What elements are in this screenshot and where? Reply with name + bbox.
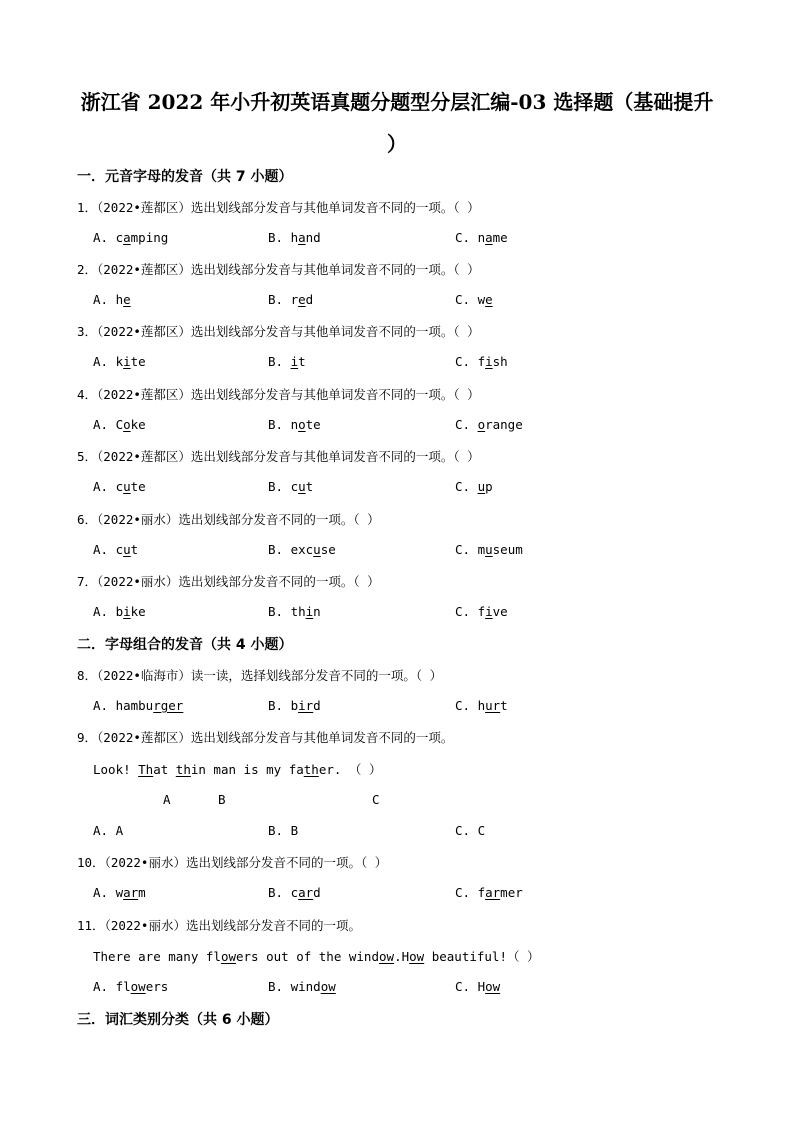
- question-number: 1．: [77, 200, 98, 215]
- option-a[interactable]: [93, 230, 168, 245]
- text-part: B.: [268, 354, 291, 369]
- text-part: n: [313, 604, 321, 619]
- underlined-part: ur: [485, 698, 501, 713]
- underlined-part: rger: [153, 698, 184, 713]
- option-a[interactable]: [93, 542, 138, 557]
- question-number: 6．: [77, 512, 98, 527]
- underlined-part: u: [123, 479, 131, 494]
- text-part: C. f: [455, 885, 486, 900]
- question-number: 8．: [77, 668, 98, 683]
- question-6: [77, 510, 380, 528]
- question-number: 10．: [77, 855, 105, 870]
- text-part: ers out of the wind: [236, 949, 379, 964]
- underlined-part: i: [123, 354, 131, 369]
- text-part: mping: [130, 230, 169, 245]
- text-part: sh: [492, 354, 508, 369]
- text-part: B. h: [268, 230, 299, 245]
- question-10: [77, 853, 387, 871]
- option-b[interactable]: [268, 292, 313, 307]
- underlined-part: ow: [379, 949, 395, 964]
- text-part: d: [305, 292, 314, 307]
- option-b[interactable]: [268, 979, 336, 994]
- text-part: se: [320, 542, 336, 557]
- underlined-part: u: [123, 542, 131, 557]
- text-part: t: [298, 354, 306, 369]
- text-part: ers: [145, 979, 169, 994]
- text-part: B. exc: [268, 542, 314, 557]
- text-part: C.: [455, 417, 478, 432]
- text-part: A. c: [93, 479, 124, 494]
- option-b[interactable]: [268, 354, 306, 369]
- question-4: [77, 385, 480, 403]
- text-part: B. wind: [268, 979, 321, 994]
- text-part: A. c: [93, 542, 124, 557]
- option-a[interactable]: [93, 292, 131, 307]
- question-number: 4．: [77, 387, 98, 402]
- option-c[interactable]: [455, 604, 508, 619]
- underlined-part: e: [123, 292, 131, 307]
- text-part: Look!: [93, 762, 139, 777]
- underlined-part: i: [290, 354, 299, 369]
- text-part: B. B: [268, 823, 299, 838]
- underlined-part: u: [313, 542, 321, 557]
- option-a[interactable]: [93, 604, 146, 619]
- option-a[interactable]: [93, 885, 146, 900]
- underlined-part: i: [305, 604, 314, 619]
- question-number: 7．: [77, 574, 98, 589]
- text-part: te: [305, 417, 321, 432]
- question-text: （2022•丽水）选出划线部分发音不同的一项。（ ）: [97, 574, 380, 589]
- underlined-part: ar: [485, 885, 501, 900]
- section-heading-3: 三．词汇类别分类（共 6 小题）: [77, 1012, 279, 1028]
- text-part: nd: [305, 230, 321, 245]
- text-part: C. w: [455, 292, 486, 307]
- text-part: C. n: [455, 230, 486, 245]
- text-part: me: [492, 230, 508, 245]
- option-c[interactable]: [455, 479, 493, 494]
- underlined-part: th: [303, 762, 319, 777]
- text-part: seum: [492, 542, 523, 557]
- answer-marker-c: C: [372, 792, 380, 807]
- option-b[interactable]: [268, 417, 321, 432]
- underlined-part: ow: [220, 949, 236, 964]
- option-b[interactable]: [268, 698, 321, 713]
- option-a[interactable]: [93, 979, 168, 994]
- question-number: 5．: [77, 449, 98, 464]
- option-b[interactable]: [268, 823, 298, 838]
- text-part: C. C: [455, 823, 486, 838]
- question-text: （2022•莲都区）选出划线部分发音与其他单词发音不同的一项。（ ）: [97, 200, 480, 215]
- option-a[interactable]: [93, 417, 146, 432]
- option-c[interactable]: [455, 979, 500, 994]
- document-title-continued: ）: [387, 132, 407, 156]
- text-part: d: [313, 885, 321, 900]
- underlined-part: e: [298, 292, 306, 307]
- underlined-part: o: [123, 417, 131, 432]
- question-11: [77, 916, 361, 934]
- option-b[interactable]: [268, 479, 313, 494]
- section-heading-2: 二．字母组合的发音（共 4 小题）: [77, 637, 293, 653]
- underlined-part: ow: [409, 949, 425, 964]
- question-text: （2022•丽水）选出划线部分发音不同的一项。（ ）: [97, 512, 380, 527]
- question-text: （2022•莲都区）选出划线部分发音与其他单词发音不同的一项。（ ）: [97, 262, 480, 277]
- text-part: t: [500, 698, 508, 713]
- text-part: B. c: [268, 885, 299, 900]
- text-part: te: [130, 479, 146, 494]
- text-part: A. hambu: [93, 698, 154, 713]
- underlined-part: i: [485, 354, 493, 369]
- text-part: t: [130, 542, 139, 557]
- question-text: （2022•临海市）读一读，选择划线部分发音不同的一项。（ ）: [97, 668, 443, 683]
- text-part: m: [138, 885, 146, 900]
- text-part: ve: [492, 604, 508, 619]
- text-part: at: [153, 762, 176, 777]
- text-part: A. C: [93, 417, 124, 432]
- underlined-part: e: [485, 292, 493, 307]
- option-c[interactable]: [455, 230, 508, 245]
- option-c[interactable]: [455, 885, 523, 900]
- option-c[interactable]: [455, 354, 508, 369]
- option-b[interactable]: [268, 230, 321, 245]
- text-part: A. c: [93, 230, 124, 245]
- text-part: A. w: [93, 885, 124, 900]
- option-c[interactable]: [455, 542, 523, 557]
- underlined-part: a: [298, 230, 306, 245]
- question-text: （2022•莲都区）选出划线部分发音与其他单词发音不同的一项。: [97, 730, 454, 745]
- text-part: B. c: [268, 479, 299, 494]
- text-part: C. m: [455, 542, 486, 557]
- text-part: C. h: [455, 698, 486, 713]
- text-part: er. （ ）: [318, 762, 382, 777]
- text-part: d: [313, 698, 321, 713]
- question-number: 2．: [77, 262, 98, 277]
- underlined-part: o: [477, 417, 486, 432]
- text-part: A. k: [93, 354, 124, 369]
- text-part: te: [130, 354, 146, 369]
- answer-marker-a: A: [163, 792, 171, 807]
- text-part: t: [305, 479, 314, 494]
- text-part: beautiful!（ ）: [424, 949, 540, 964]
- question-text: （2022•丽水）选出划线部分发音不同的一项。（ ）: [104, 855, 388, 870]
- underlined-part: ir: [298, 698, 314, 713]
- question-3: [77, 322, 480, 340]
- text-part: A. h: [93, 292, 124, 307]
- underlined-part: th: [175, 762, 191, 777]
- text-part: A. b: [93, 604, 124, 619]
- question-sentence: [93, 760, 381, 778]
- text-part: ke: [130, 417, 146, 432]
- question-text: （2022•莲都区）选出划线部分发音与其他单词发音不同的一项。（ ）: [97, 387, 480, 402]
- underlined-part: o: [298, 417, 306, 432]
- text-part: range: [485, 417, 523, 432]
- option-a[interactable]: [93, 823, 123, 838]
- question-2: [77, 260, 480, 278]
- option-a[interactable]: [93, 479, 146, 494]
- underlined-part: u: [298, 479, 306, 494]
- option-b[interactable]: [268, 885, 321, 900]
- option-b[interactable]: [268, 604, 321, 619]
- question-number: 3．: [77, 324, 98, 339]
- underlined-part: a: [485, 230, 493, 245]
- text-part: ke: [130, 604, 146, 619]
- underlined-part: ow: [485, 979, 501, 994]
- question-8: [77, 666, 442, 684]
- question-text: （2022•莲都区）选出划线部分发音与其他单词发音不同的一项。（ ）: [97, 324, 480, 339]
- question-sentence: [93, 947, 540, 965]
- text-part: B. th: [268, 604, 306, 619]
- text-part: There are many fl: [93, 949, 221, 964]
- text-part: in man is my fa: [190, 762, 304, 777]
- option-c[interactable]: [455, 292, 493, 307]
- answer-marker-b: B: [218, 792, 226, 807]
- text-part: B. b: [268, 698, 299, 713]
- underlined-part: ar: [123, 885, 139, 900]
- question-5: [77, 447, 480, 465]
- text-part: A. fl: [93, 979, 131, 994]
- text-part: C. H: [455, 979, 486, 994]
- option-c[interactable]: [455, 417, 523, 432]
- question-7: [77, 572, 380, 590]
- question-text: （2022•莲都区）选出划线部分发音与其他单词发音不同的一项。（ ）: [97, 449, 480, 464]
- underlined-part: u: [485, 542, 493, 557]
- text-part: B. r: [268, 292, 299, 307]
- underlined-part: i: [123, 604, 131, 619]
- text-part: .H: [394, 949, 410, 964]
- text-part: C. f: [455, 354, 486, 369]
- question-number: 11．: [77, 918, 105, 933]
- underlined-part: u: [477, 479, 486, 494]
- underlined-part: a: [123, 230, 131, 245]
- question-text: （2022•丽水）选出划线部分发音不同的一项。: [104, 918, 361, 933]
- option-b[interactable]: [268, 542, 336, 557]
- question-1: [77, 198, 480, 216]
- underlined-part: Th: [138, 762, 154, 777]
- underlined-part: ow: [320, 979, 336, 994]
- option-c[interactable]: [455, 698, 508, 713]
- text-part: C.: [455, 479, 478, 494]
- question-number: 9．: [77, 730, 98, 745]
- text-part: C. f: [455, 604, 486, 619]
- section-heading-1: 一．元音字母的发音（共 7 小题）: [77, 169, 293, 185]
- option-a[interactable]: [93, 354, 146, 369]
- option-c[interactable]: [455, 823, 485, 838]
- text-part: B. n: [268, 417, 299, 432]
- text-part: mer: [500, 885, 523, 900]
- text-part: A. A: [93, 823, 124, 838]
- document-title: 浙江省 2022 年小升初英语真题分题型分层汇编-03 选择题（基础提升: [80, 90, 714, 114]
- option-a[interactable]: [93, 698, 183, 713]
- question-9: [77, 728, 453, 746]
- underlined-part: i: [485, 604, 493, 619]
- text-part: p: [485, 479, 493, 494]
- underlined-part: ow: [130, 979, 146, 994]
- underlined-part: ar: [298, 885, 314, 900]
